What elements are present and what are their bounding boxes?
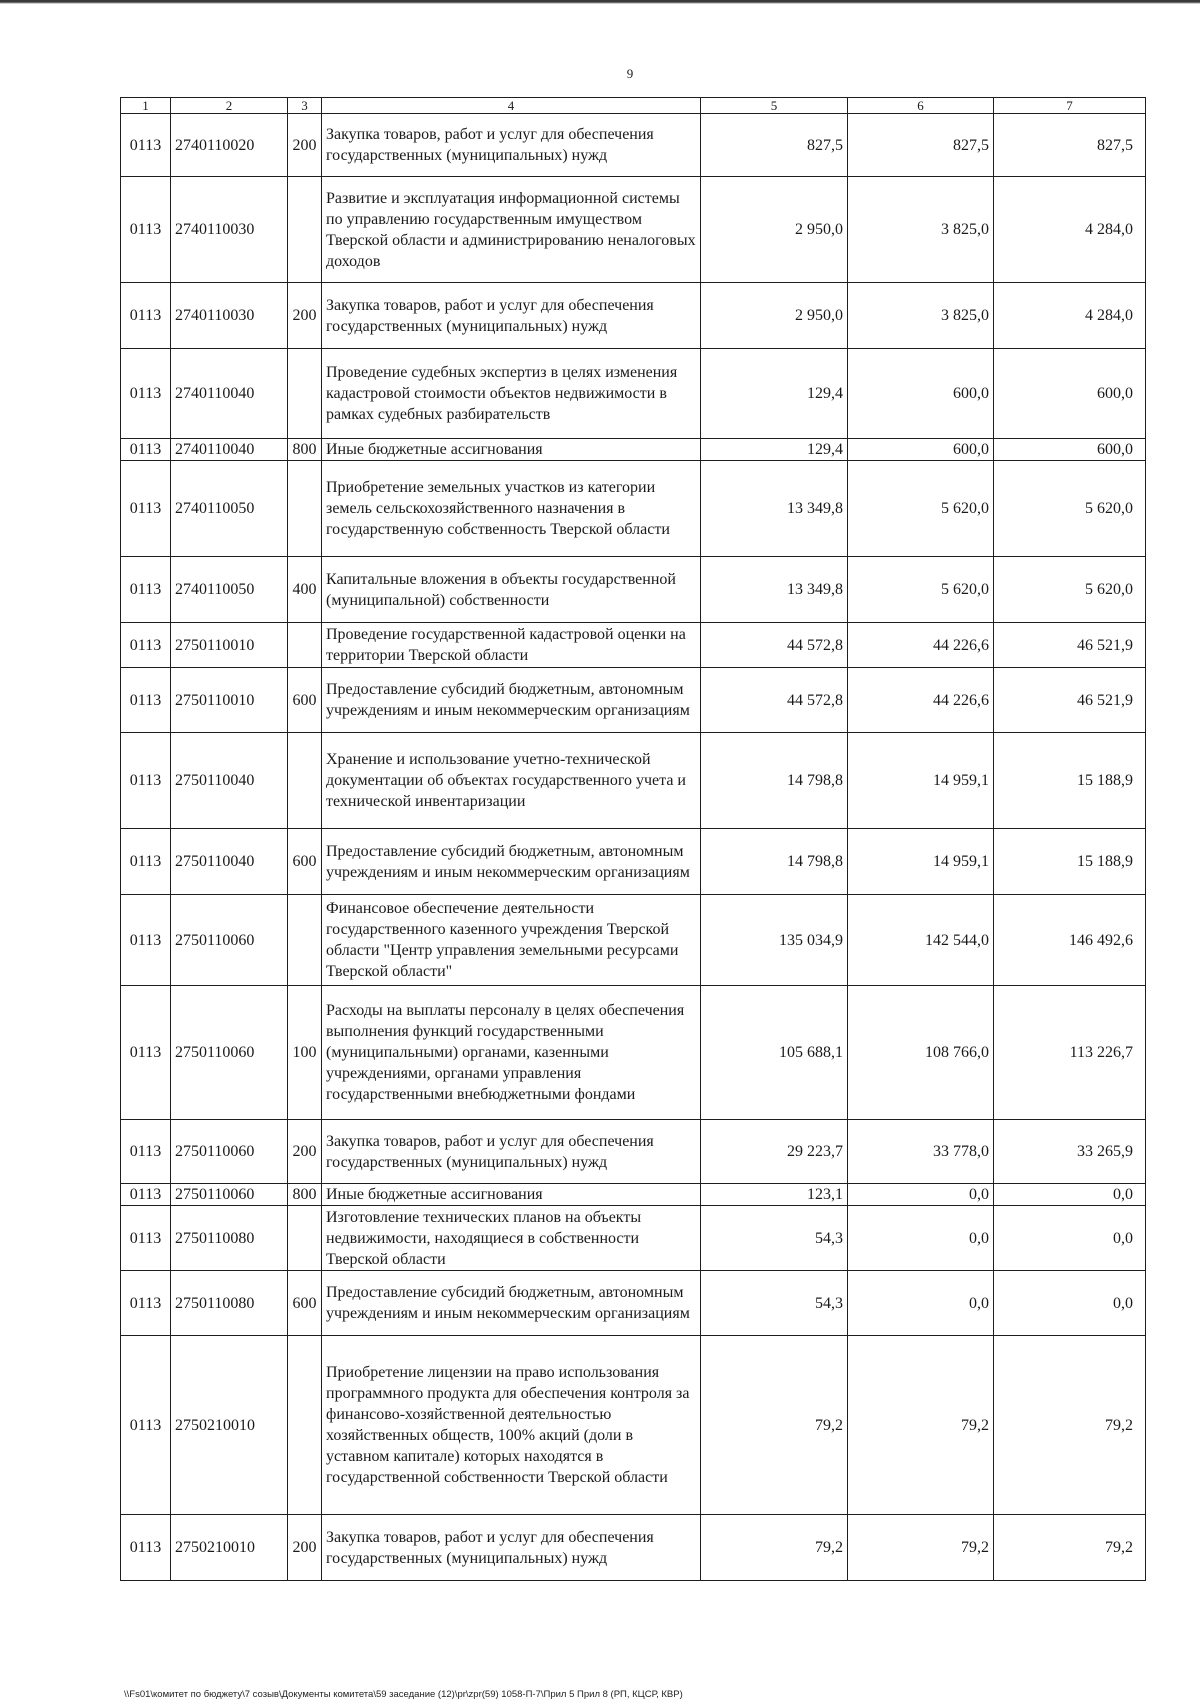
expense-type-cell [288,895,322,986]
table-row [121,439,1146,461]
col-header-2: 2 [171,98,288,114]
target-article-cell: 2750110060 [171,895,288,986]
column-number-row [121,98,1146,114]
table-row [121,461,1146,557]
amount-col5-cell: 14 798,8 [701,829,848,895]
expense-type-cell [288,623,322,668]
section-code-cell: 0113 [121,1271,171,1336]
amount-col5-cell: 54,3 [701,1206,848,1271]
amount-col6-cell: 44 226,6 [848,668,994,733]
target-article-cell: 2750110060 [171,1120,288,1184]
item-name-cell: Приобретение лицензии на право использования программного продукта для обеспечения контроля за финансово-хозяйственной деятельностью хозяйственных обществ, 100% акций (доли в уставном капитале) которых находятся в государственной собственности Тверской области [322,1336,701,1515]
amount-col5-cell: 79,2 [701,1336,848,1515]
item-name-cell: Предоставление субсидий бюджетным, автономным учреждениям и иным некоммерческим организациям [322,1271,701,1336]
item-name-cell: Расходы на выплаты персоналу в целях обеспечения выполнения функций государственными (муниципальными) органами, казенными учреждениями, органами управления государственными внебюджетными фондами [322,986,701,1120]
expense-type-cell: 200 [288,1515,322,1581]
amount-col6-cell: 108 766,0 [848,986,994,1120]
section-code-cell: 0113 [121,1206,171,1271]
target-article-cell: 2750110080 [171,1206,288,1271]
amount-col5-cell: 105 688,1 [701,986,848,1120]
table-row [121,1206,1146,1271]
section-code-cell: 0113 [121,177,171,283]
target-article-cell: 2750110060 [171,986,288,1120]
amount-col7-cell: 827,5 [994,114,1146,177]
item-name-cell: Предоставление субсидий бюджетным, автономным учреждениям и иным некоммерческим организациям [322,829,701,895]
amount-col5-cell: 14 798,8 [701,733,848,829]
amount-col6-cell: 600,0 [848,349,994,439]
amount-col7-cell: 0,0 [994,1184,1146,1206]
amount-col7-cell: 5 620,0 [994,461,1146,557]
amount-col7-cell: 0,0 [994,1271,1146,1336]
target-article-cell: 2750110060 [171,1184,288,1206]
amount-col5-cell: 135 034,9 [701,895,848,986]
amount-col5-cell: 2 950,0 [701,177,848,283]
amount-col5-cell: 2 950,0 [701,283,848,349]
col-header-4: 4 [322,98,701,114]
table-row [121,349,1146,439]
target-article-cell: 2750210010 [171,1515,288,1581]
amount-col6-cell: 14 959,1 [848,829,994,895]
amount-col7-cell: 4 284,0 [994,177,1146,283]
page-number: 9 [626,66,634,81]
expense-type-cell: 600 [288,829,322,895]
amount-col5-cell: 123,1 [701,1184,848,1206]
table-row [121,1271,1146,1336]
amount-col6-cell: 827,5 [848,114,994,177]
amount-col7-cell: 0,0 [994,1206,1146,1271]
section-code-cell: 0113 [121,986,171,1120]
target-article-cell: 2740110040 [171,349,288,439]
file-path-footer: \\Fs01\комитет по бюджету\7 созыв\Документы комитета\59 заседание (12)\pr\zpr(59) 1058-П-7\Прил 5 Прил 8 (РП, КЦСР, КВР) [124,1689,683,1700]
target-article-cell: 2740110040 [171,439,288,461]
amount-col6-cell: 14 959,1 [848,733,994,829]
target-article-cell: 2750110040 [171,829,288,895]
item-name-cell: Приобретение земельных участков из категории земель сельскохозяйственного назначения в государственную собственность Тверской области [322,461,701,557]
item-name-cell: Капитальные вложения в объекты государственной (муниципальной) собственности [322,557,701,623]
expense-type-cell [288,733,322,829]
amount-col5-cell: 44 572,8 [701,623,848,668]
section-code-cell: 0113 [121,1120,171,1184]
amount-col5-cell: 13 349,8 [701,461,848,557]
amount-col7-cell: 15 188,9 [994,829,1146,895]
table-row [121,1184,1146,1206]
section-code-cell: 0113 [121,1515,171,1581]
amount-col7-cell: 4 284,0 [994,283,1146,349]
col-header-1: 1 [121,98,171,114]
amount-col6-cell: 79,2 [848,1336,994,1515]
table-row [121,829,1146,895]
expense-type-cell: 400 [288,557,322,623]
scan-top-edge [0,0,1200,6]
item-name-cell: Предоставление субсидий бюджетным, автономным учреждениям и иным некоммерческим организациям [322,668,701,733]
target-article-cell: 2750110010 [171,668,288,733]
table-row [121,557,1146,623]
target-article-cell: 2750110040 [171,733,288,829]
amount-col7-cell: 5 620,0 [994,557,1146,623]
amount-col6-cell: 0,0 [848,1206,994,1271]
amount-col6-cell: 3 825,0 [848,283,994,349]
section-code-cell: 0113 [121,733,171,829]
amount-col6-cell: 79,2 [848,1515,994,1581]
amount-col6-cell: 44 226,6 [848,623,994,668]
item-name-cell: Закупка товаров, работ и услуг для обеспечения государственных (муниципальных) нужд [322,283,701,349]
table-row [121,1336,1146,1515]
amount-col6-cell: 0,0 [848,1271,994,1336]
section-code-cell: 0113 [121,1184,171,1206]
col-header-7: 7 [994,98,1146,114]
amount-col5-cell: 129,4 [701,349,848,439]
amount-col6-cell: 0,0 [848,1184,994,1206]
amount-col7-cell: 113 226,7 [994,986,1146,1120]
table-row [121,623,1146,668]
amount-col6-cell: 5 620,0 [848,557,994,623]
amount-col5-cell: 29 223,7 [701,1120,848,1184]
expense-type-cell [288,349,322,439]
section-code-cell: 0113 [121,895,171,986]
target-article-cell: 2740110050 [171,557,288,623]
section-code-cell: 0113 [121,349,171,439]
col-header-6: 6 [848,98,994,114]
budget-table [120,97,1146,1581]
section-code-cell: 0113 [121,461,171,557]
target-article-cell: 2750110010 [171,623,288,668]
item-name-cell: Финансовое обеспечение деятельности государственного казенного учреждения Тверской области "Центр управления земельными ресурсами Тверской области" [322,895,701,986]
col-header-3: 3 [288,98,322,114]
amount-col7-cell: 79,2 [994,1336,1146,1515]
target-article-cell: 2740110020 [171,114,288,177]
item-name-cell: Закупка товаров, работ и услуг для обеспечения государственных (муниципальных) нужд [322,1515,701,1581]
item-name-cell: Изготовление технических планов на объекты недвижимости, находящиеся в собственности Тверской области [322,1206,701,1271]
target-article-cell: 2740110030 [171,283,288,349]
amount-col7-cell: 79,2 [994,1515,1146,1581]
table-body [121,114,1146,1581]
amount-col5-cell: 827,5 [701,114,848,177]
section-code-cell: 0113 [121,668,171,733]
target-article-cell: 2750210010 [171,1336,288,1515]
amount-col7-cell: 33 265,9 [994,1120,1146,1184]
amount-col7-cell: 46 521,9 [994,668,1146,733]
section-code-cell: 0113 [121,623,171,668]
section-code-cell: 0113 [121,1336,171,1515]
item-name-cell: Проведение судебных экспертиз в целях изменения кадастровой стоимости объектов недвижимости в рамках судебных разбирательств [322,349,701,439]
item-name-cell: Развитие и эксплуатация информационной системы по управлению государственным имуществом Тверской области и администрированию неналоговых доходов [322,177,701,283]
expense-type-cell: 200 [288,1120,322,1184]
amount-col7-cell: 15 188,9 [994,733,1146,829]
expense-type-cell [288,177,322,283]
amount-col6-cell: 142 544,0 [848,895,994,986]
amount-col5-cell: 13 349,8 [701,557,848,623]
table-row [121,895,1146,986]
amount-col7-cell: 600,0 [994,349,1146,439]
table-row [121,733,1146,829]
item-name-cell: Закупка товаров, работ и услуг для обеспечения государственных (муниципальных) нужд [322,1120,701,1184]
amount-col6-cell: 3 825,0 [848,177,994,283]
table-row [121,1515,1146,1581]
expense-type-cell: 600 [288,1271,322,1336]
amount-col7-cell: 600,0 [994,439,1146,461]
table-row [121,114,1146,177]
table-row [121,668,1146,733]
col-header-5: 5 [701,98,848,114]
target-article-cell: 2750110080 [171,1271,288,1336]
section-code-cell: 0113 [121,283,171,349]
section-code-cell: 0113 [121,829,171,895]
expense-type-cell: 200 [288,114,322,177]
table-row [121,177,1146,283]
amount-col5-cell: 129,4 [701,439,848,461]
amount-col6-cell: 600,0 [848,439,994,461]
section-code-cell: 0113 [121,557,171,623]
expense-type-cell: 200 [288,283,322,349]
expense-type-cell: 600 [288,668,322,733]
item-name-cell: Иные бюджетные ассигнования [322,1184,701,1206]
item-name-cell: Иные бюджетные ассигнования [322,439,701,461]
expense-type-cell: 100 [288,986,322,1120]
amount-col7-cell: 46 521,9 [994,623,1146,668]
table-row [121,1120,1146,1184]
section-code-cell: 0113 [121,439,171,461]
expense-type-cell [288,1336,322,1515]
amount-col5-cell: 54,3 [701,1271,848,1336]
expense-type-cell: 800 [288,1184,322,1206]
target-article-cell: 2740110050 [171,461,288,557]
table-row [121,283,1146,349]
amount-col6-cell: 33 778,0 [848,1120,994,1184]
expense-type-cell [288,1206,322,1271]
section-code-cell: 0113 [121,114,171,177]
item-name-cell: Хранение и использование учетно-технической документации об объектах государственного учета и технической инвентаризации [322,733,701,829]
target-article-cell: 2740110030 [171,177,288,283]
item-name-cell: Закупка товаров, работ и услуг для обеспечения государственных (муниципальных) нужд [322,114,701,177]
item-name-cell: Проведение государственной кадастровой оценки на территории Тверской области [322,623,701,668]
amount-col5-cell: 44 572,8 [701,668,848,733]
amount-col5-cell: 79,2 [701,1515,848,1581]
amount-col7-cell: 146 492,6 [994,895,1146,986]
table-row [121,986,1146,1120]
amount-col6-cell: 5 620,0 [848,461,994,557]
expense-type-cell [288,461,322,557]
expense-type-cell: 800 [288,439,322,461]
